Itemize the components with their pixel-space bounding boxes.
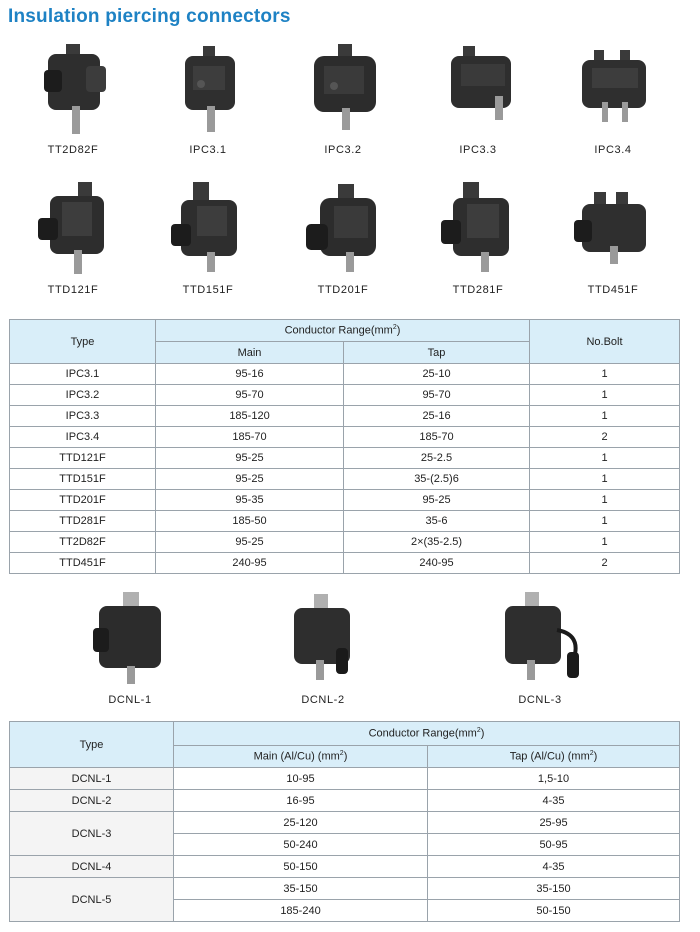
table-row	[10, 856, 680, 878]
cell-type: DCNL-1	[10, 768, 174, 790]
cell-bolt: 1	[530, 490, 680, 511]
product-dcnl-1	[75, 590, 185, 706]
product-label: TTD151F	[182, 284, 234, 296]
product-label: TTD451F	[587, 284, 639, 296]
cell-type: TT2D82F	[10, 532, 156, 553]
product-ttd201f	[288, 180, 398, 296]
cell-main: 185-70	[156, 427, 344, 448]
page-title: Insulation piercing connectors	[8, 6, 291, 27]
ttd121f-connector-icon	[28, 180, 118, 280]
cell-main: 95-25	[156, 532, 344, 553]
product-ttd121f	[18, 180, 128, 296]
cell-tap: 25-2.5	[344, 448, 530, 469]
product-label: IPC3.4	[594, 144, 632, 156]
cell-tap: 95-25	[344, 490, 530, 511]
table-row	[10, 427, 680, 448]
product-dcnl-2	[268, 590, 378, 706]
cell-main: 95-25	[156, 469, 344, 490]
cell-type: TTD201F	[10, 490, 156, 511]
product-label: DCNL-2	[301, 694, 345, 706]
header-main: Main (Al/Cu) $(mm^2)$	[174, 746, 428, 768]
cell-tap: 25-16	[344, 406, 530, 427]
ipc3-2-connector-icon	[298, 40, 388, 140]
cell-tap: 240-95	[344, 553, 530, 574]
cell-tap: 25-10	[344, 364, 530, 385]
cell-main: 185-120	[156, 406, 344, 427]
ttd151f-connector-icon	[163, 180, 253, 280]
cell-main: 50-150	[174, 856, 428, 878]
cell-main: 25-120	[174, 812, 428, 834]
cell-type: TTD121F	[10, 448, 156, 469]
cell-bolt: 1	[530, 364, 680, 385]
cell-type: IPC3.4	[10, 427, 156, 448]
cell-tap: 185-70	[344, 427, 530, 448]
product-ipc3-4	[558, 40, 668, 156]
product-ipc3-2	[288, 40, 398, 156]
product-ttd151f	[153, 180, 263, 296]
table-row	[10, 553, 680, 574]
table-row	[10, 406, 680, 427]
ipc-spec-table	[9, 319, 680, 574]
cell-bolt: 1	[530, 469, 680, 490]
cell-bolt: 1	[530, 448, 680, 469]
cell-tap: 35-6	[344, 511, 530, 532]
cell-tap: 25-95	[428, 812, 680, 834]
table-row	[10, 364, 680, 385]
cell-main: 16-95	[174, 790, 428, 812]
ttd281f-connector-icon	[433, 180, 523, 280]
cell-type: IPC3.3	[10, 406, 156, 427]
cell-main: 240-95	[156, 553, 344, 574]
table-row	[10, 532, 680, 553]
cell-type: DCNL-2	[10, 790, 174, 812]
ipc3-1-connector-icon	[163, 40, 253, 140]
product-label: TTD121F	[47, 284, 99, 296]
product-label: DCNL-1	[108, 694, 152, 706]
cell-main: 185-240	[174, 900, 428, 922]
cell-bolt: 1	[530, 532, 680, 553]
product-label: IPC3.3	[459, 144, 497, 156]
cell-tap: 1,5-10	[428, 768, 680, 790]
header-tap: Tap (Al/Cu) $(mm^2)$	[428, 746, 680, 768]
table-row	[10, 469, 680, 490]
cell-type: IPC3.2	[10, 385, 156, 406]
product-label: IPC3.1	[189, 144, 227, 156]
product-label: TTD281F	[452, 284, 504, 296]
cell-type: IPC3.1	[10, 364, 156, 385]
cell-main: 95-25	[156, 448, 344, 469]
cell-bolt: 1	[530, 385, 680, 406]
cell-tap: 50-150	[428, 900, 680, 922]
table-row	[10, 878, 680, 900]
product-ipc3-1	[153, 40, 263, 156]
dcnl-spec-table	[9, 721, 680, 922]
tt2d82f-connector-icon	[28, 40, 118, 140]
table-row	[10, 490, 680, 511]
cell-type: TTD151F	[10, 469, 156, 490]
dcnl-1-connector-icon	[85, 590, 175, 690]
cell-tap: 35-(2.5)6	[344, 469, 530, 490]
cell-tap: 50-95	[428, 834, 680, 856]
header-conductor-range: Conductor $Range(mm^2)$	[174, 722, 680, 746]
ttd451f-connector-icon	[568, 180, 658, 280]
table-row	[10, 790, 680, 812]
cell-main: 95-35	[156, 490, 344, 511]
cell-tap: 4-35	[428, 856, 680, 878]
cell-main: 95-70	[156, 385, 344, 406]
cell-tap: 2×(35-2.5)	[344, 532, 530, 553]
cell-tap: 4-35	[428, 790, 680, 812]
header-conductor-range: Conductor $Range(mm^2)$	[156, 320, 530, 342]
product-ttd281f	[423, 180, 533, 296]
dcnl-2-connector-icon	[278, 590, 368, 690]
cell-type: TTD281F	[10, 511, 156, 532]
cell-bolt: 1	[530, 406, 680, 427]
table-row	[10, 768, 680, 790]
product-label: IPC3.2	[324, 144, 362, 156]
cell-tap: 95-70	[344, 385, 530, 406]
cell-main: 95-16	[156, 364, 344, 385]
cell-type: DCNL-3	[10, 812, 174, 856]
product-ipc3-3	[423, 40, 533, 156]
cell-type: DCNL-5	[10, 878, 174, 922]
cell-bolt: 2	[530, 427, 680, 448]
cell-main: 185-50	[156, 511, 344, 532]
header-type: Type	[10, 722, 174, 768]
cell-main: 10-95	[174, 768, 428, 790]
ipc3-3-connector-icon	[433, 40, 523, 140]
table-row	[10, 812, 680, 834]
table-row	[10, 448, 680, 469]
header-type: Type	[10, 320, 156, 364]
cell-type: TTD451F	[10, 553, 156, 574]
product-dcnl-3	[485, 590, 595, 706]
header-tap: Tap	[344, 342, 530, 364]
table-row	[10, 385, 680, 406]
product-ttd451f	[558, 180, 668, 296]
cell-main: 35-150	[174, 878, 428, 900]
product-label: DCNL-3	[518, 694, 562, 706]
ipc3-4-connector-icon	[568, 40, 658, 140]
cell-type: DCNL-4	[10, 856, 174, 878]
table-row	[10, 511, 680, 532]
product-label: TTD201F	[317, 284, 369, 296]
cell-bolt: 1	[530, 511, 680, 532]
cell-main: 50-240	[174, 834, 428, 856]
product-tt2d82f	[18, 40, 128, 156]
cell-bolt: 2	[530, 553, 680, 574]
header-no-bolt: No.Bolt	[530, 320, 680, 364]
ttd201f-connector-icon	[298, 180, 388, 280]
header-main: Main	[156, 342, 344, 364]
product-label: TT2D82F	[47, 144, 99, 156]
dcnl-3-connector-icon	[495, 590, 585, 690]
cell-tap: 35-150	[428, 878, 680, 900]
